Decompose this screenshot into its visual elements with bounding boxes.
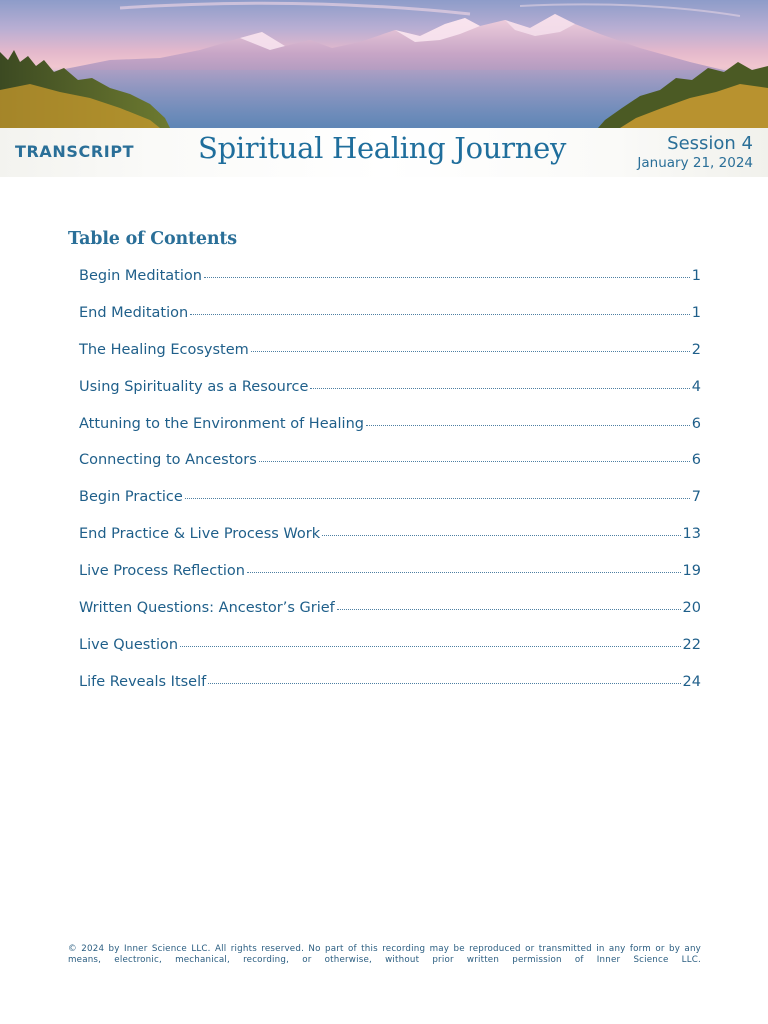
toc-entry-title[interactable]: Live Process Reflection (79, 563, 245, 580)
toc-entry[interactable] (79, 526, 701, 563)
toc-dot-leader (247, 572, 681, 573)
toc-entry-page-number[interactable]: 20 (682, 600, 701, 617)
toc-entry[interactable] (79, 600, 701, 637)
toc-entry-page-number[interactable]: 4 (691, 378, 701, 395)
toc-entry[interactable] (79, 489, 701, 526)
toc-dot-leader (204, 277, 690, 278)
toc-dot-leader (259, 461, 690, 462)
toc-dot-leader (190, 314, 690, 315)
toc-entry[interactable] (79, 452, 701, 489)
toc-dot-leader (337, 609, 681, 610)
toc-entry[interactable] (79, 416, 701, 453)
toc-entry-page-number[interactable]: 22 (682, 636, 701, 653)
toc-entry-page-number[interactable]: 2 (691, 341, 701, 358)
toc-entry[interactable] (79, 637, 701, 674)
toc-dot-leader (208, 683, 680, 684)
toc-dot-leader (180, 646, 680, 647)
toc-entry-title[interactable]: Connecting to Ancestors (79, 452, 257, 469)
toc-entry[interactable] (79, 305, 701, 342)
session-date: January 21, 2024 (637, 155, 753, 171)
toc-dot-leader (366, 425, 690, 426)
toc-heading: Table of Contents (68, 229, 237, 249)
toc-entry-page-number[interactable]: 13 (682, 526, 701, 543)
toc-entry-title[interactable]: Live Question (79, 636, 179, 653)
toc-dot-leader (185, 498, 690, 499)
toc-entry-title[interactable]: Life Reveals Itself (79, 673, 207, 690)
toc-entry-title[interactable]: The Healing Ecosystem (79, 341, 249, 358)
toc-entry[interactable] (79, 674, 701, 711)
toc-dot-leader (322, 535, 680, 536)
toc-dot-leader (310, 388, 689, 389)
toc-entry-page-number[interactable]: 1 (691, 304, 701, 321)
toc-entry-title[interactable]: Written Questions: Ancestor’s Grief (79, 600, 335, 617)
document-title: Spiritual Healing Journey (198, 131, 567, 165)
toc-entry[interactable] (79, 268, 701, 305)
toc-entry-page-number[interactable]: 1 (691, 268, 701, 284)
toc-entry-page-number[interactable]: 19 (682, 563, 701, 580)
mountain-landscape-illustration (0, 0, 768, 128)
copyright-notice: © 2024 by Inner Science LLC. All rights reserved. No part of this recording may be reproduced or transmitted in any form or by any means, electronic, mechanical, recording, or otherwise, without prior written permission of Inner Science LLC. (68, 944, 701, 965)
toc-entry-title[interactable]: Begin Meditation (79, 268, 202, 284)
toc-list (79, 268, 701, 711)
toc-entry[interactable] (79, 342, 701, 379)
toc-entry-title[interactable]: Attuning to the Environment of Healing (79, 415, 364, 432)
toc-entry-title[interactable]: Using Spirituality as a Resource (79, 378, 309, 395)
toc-entry-page-number[interactable]: 6 (691, 452, 701, 469)
header-banner-image (0, 0, 768, 128)
session-number: Session 4 (667, 133, 753, 154)
toc-entry-page-number[interactable]: 24 (682, 673, 701, 690)
toc-entry-title[interactable]: End Meditation (79, 304, 189, 321)
toc-entry-page-number[interactable]: 6 (691, 415, 701, 432)
toc-entry-title[interactable]: Begin Practice (79, 489, 183, 506)
toc-entry-title[interactable]: End Practice & Live Process Work (79, 526, 321, 543)
document-type-label: TRANSCRIPT (15, 142, 135, 161)
toc-entry-page-number[interactable]: 7 (691, 489, 701, 506)
toc-dot-leader (251, 351, 690, 352)
toc-entry[interactable] (79, 563, 701, 600)
toc-entry[interactable] (79, 379, 701, 416)
